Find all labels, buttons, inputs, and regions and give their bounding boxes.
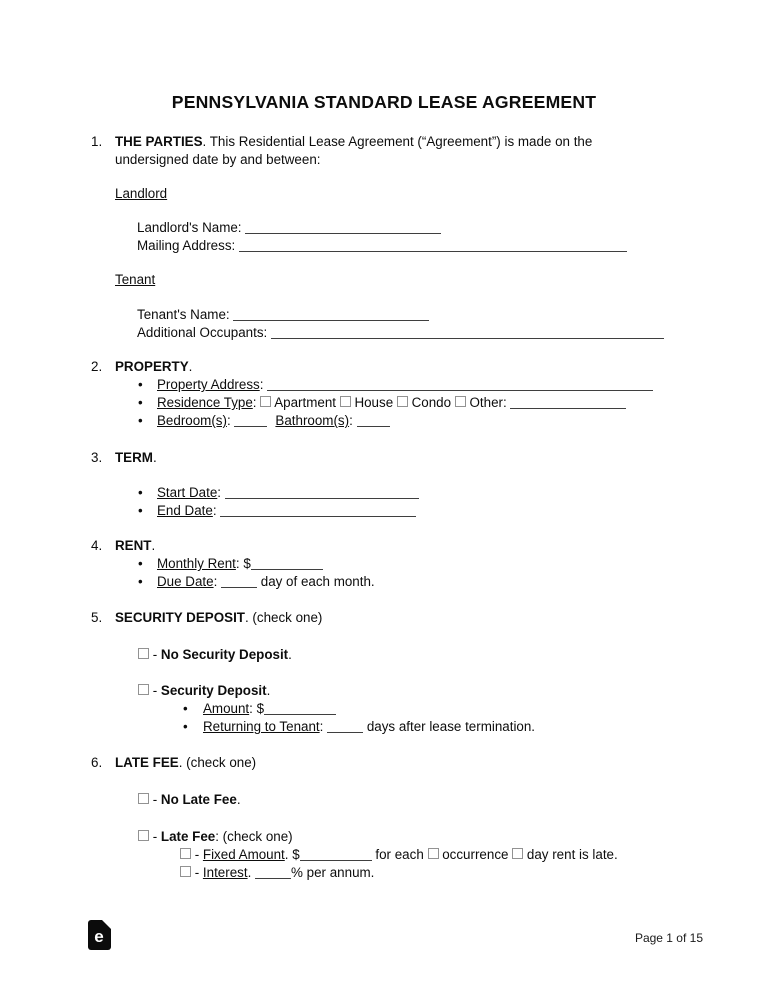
checkbox-house[interactable] <box>340 396 351 407</box>
property-address-row <box>91 376 708 394</box>
checkbox-condo[interactable] <box>397 396 408 407</box>
deposit-amount-row <box>91 700 708 718</box>
due-date-label: Due Date <box>157 574 214 589</box>
checkbox-other[interactable] <box>455 396 466 407</box>
checkbox-apartment[interactable] <box>260 396 271 407</box>
colon: : <box>213 574 222 589</box>
option-condo-label: Condo <box>407 395 455 410</box>
dash: - <box>149 647 161 662</box>
section-term-heading-suffix: . <box>152 450 157 465</box>
section-rent <box>91 537 708 555</box>
section-property-body <box>115 358 708 376</box>
no-security-deposit-row <box>138 646 708 664</box>
returning-days-field[interactable] <box>327 719 363 733</box>
section-security-deposit <box>91 609 708 627</box>
due-date-row <box>91 573 708 591</box>
landlord-name-label: Landlord's Name: <box>137 220 246 235</box>
checkbox-no-security-deposit[interactable] <box>138 648 149 659</box>
bullet-icon: • <box>138 413 143 428</box>
late-fee-suffix: : (check one) <box>215 829 293 844</box>
tenant-name-label: Tenant's Name: <box>137 307 234 322</box>
checkbox-no-late-fee[interactable] <box>138 793 149 804</box>
landlord-name-row <box>137 219 708 237</box>
end-date-field[interactable] <box>220 503 416 517</box>
deposit-amount-separator: : $ <box>249 701 265 716</box>
for-each-text: for each <box>371 847 428 862</box>
eforms-logo-icon <box>88 920 111 950</box>
late-fee-label: Late Fee <box>160 829 216 844</box>
bathrooms-field[interactable] <box>357 413 390 427</box>
checkbox-occurrence[interactable] <box>428 848 439 859</box>
section-parties-heading: THE PARTIES <box>115 134 203 149</box>
section-parties-text: . This Residential Lease Agreement (“Agreement”) is made on the undersigned date by and between: <box>115 134 593 167</box>
landlord-heading: Landlord <box>115 186 168 201</box>
returning-to-tenant-row <box>91 718 708 736</box>
property-address-field[interactable] <box>267 377 653 391</box>
tenant-heading: Tenant <box>115 272 156 287</box>
section-late-fee-number: 6. <box>91 755 103 770</box>
section-rent-number: 4. <box>91 538 103 553</box>
monthly-rent-row <box>91 555 708 573</box>
section-security-deposit-body <box>115 609 708 627</box>
additional-occupants-field[interactable] <box>271 325 664 339</box>
dash: - <box>191 847 203 862</box>
period: . <box>236 792 241 807</box>
fixed-amount-label: Fixed Amount <box>202 847 285 862</box>
start-date-field[interactable] <box>225 485 419 499</box>
checkbox-fixed-amount[interactable] <box>180 848 191 859</box>
colon: : <box>217 485 225 500</box>
fixed-amount-row <box>180 846 708 864</box>
mailing-address-label: Mailing Address: <box>137 238 239 253</box>
bullet-icon: • <box>183 701 188 716</box>
section-parties <box>91 133 708 169</box>
landlord-heading-row <box>115 185 708 203</box>
deposit-amount-field[interactable] <box>264 701 336 715</box>
monthly-rent-separator: : $ <box>235 556 251 571</box>
late-fee-row <box>138 828 708 846</box>
bullet-icon: • <box>183 719 188 734</box>
mailing-address-row <box>137 237 708 255</box>
svg-text:e: e <box>94 927 104 946</box>
checkbox-security-deposit[interactable] <box>138 684 149 695</box>
landlord-name-field[interactable] <box>245 220 441 234</box>
due-date-field[interactable] <box>221 574 257 588</box>
interest-rate-field[interactable] <box>255 865 291 879</box>
mailing-address-field[interactable] <box>239 238 627 252</box>
section-rent-heading-suffix: . <box>151 538 156 553</box>
section-term-heading: TERM <box>115 450 153 465</box>
start-date-label: Start Date <box>157 485 218 500</box>
bedrooms-field[interactable] <box>234 413 267 427</box>
additional-occupants-row <box>137 324 708 342</box>
section-security-deposit-heading: SECURITY DEPOSIT <box>115 610 245 625</box>
document-title: PENNSYLVANIA STANDARD LEASE AGREEMENT <box>171 92 597 112</box>
dash: - <box>149 792 161 807</box>
interest-suffix: % per annum. <box>291 865 375 880</box>
page-indicator: Page 1 of 15 <box>634 931 703 945</box>
section-late-fee-heading: LATE FEE <box>115 755 179 770</box>
end-date-row <box>91 502 708 520</box>
section-property-heading-suffix: . <box>188 359 193 374</box>
dash: - <box>191 865 203 880</box>
interest-row <box>180 864 708 882</box>
eforms-logo <box>88 920 111 955</box>
period: . <box>266 683 271 698</box>
residence-type-label: Residence Type <box>157 395 253 410</box>
colon: : <box>226 413 235 428</box>
additional-occupants-label: Additional Occupants: <box>137 325 271 340</box>
section-late-fee <box>91 754 708 772</box>
section-term-number: 3. <box>91 450 103 465</box>
section-late-fee-body <box>115 754 708 772</box>
property-address-label: Property Address <box>157 377 260 392</box>
colon: : <box>252 395 261 410</box>
section-rent-heading: RENT <box>115 538 152 553</box>
fixed-amount-field[interactable] <box>300 847 372 861</box>
section-term <box>91 449 708 467</box>
checkbox-interest[interactable] <box>180 866 191 877</box>
no-late-fee-row <box>138 791 708 809</box>
section-security-deposit-heading-suffix: . (check one) <box>244 610 323 625</box>
section-rent-body <box>115 537 708 555</box>
bedrooms-bathrooms-row <box>91 412 708 430</box>
bullet-icon: • <box>138 485 143 500</box>
bullet-icon: • <box>138 503 143 518</box>
checkbox-late-fee[interactable] <box>138 830 149 841</box>
security-deposit-row <box>138 682 708 700</box>
section-term-body <box>115 449 708 467</box>
security-deposit-label: Security Deposit <box>160 683 267 698</box>
day-rent-late-label: day rent is late. <box>523 847 618 862</box>
period: . <box>288 647 292 662</box>
colon: : <box>259 377 268 392</box>
deposit-amount-label: Amount <box>203 701 250 716</box>
tenant-name-field[interactable] <box>233 307 429 321</box>
bullet-icon: • <box>138 395 143 410</box>
dash: - <box>149 829 161 844</box>
bullet-icon: • <box>138 556 143 571</box>
section-late-fee-heading-suffix: . (check one) <box>178 755 257 770</box>
section-property <box>91 358 708 376</box>
occurrence-label: occurrence <box>438 847 513 862</box>
section-parties-number: 1. <box>91 134 103 149</box>
option-apartment-label: Apartment <box>271 395 340 410</box>
option-other-label: Other: <box>465 395 511 410</box>
no-security-deposit-label: No Security Deposit <box>160 647 289 662</box>
bullet-icon: • <box>138 377 143 392</box>
other-residence-field[interactable] <box>510 395 626 409</box>
bedrooms-label: Bedroom(s) <box>157 413 227 428</box>
colon: : <box>319 719 328 734</box>
colon: : <box>349 413 357 428</box>
section-property-heading: PROPERTY <box>115 359 189 374</box>
interest-label: Interest <box>202 865 248 880</box>
start-date-row <box>91 484 708 502</box>
no-late-fee-label: No Late Fee <box>160 792 237 807</box>
tenant-heading-row <box>115 271 708 289</box>
tenant-name-row <box>137 306 708 324</box>
section-parties-body <box>115 133 663 169</box>
returning-suffix: days after lease termination. <box>363 719 536 734</box>
returning-to-tenant-label: Returning to Tenant <box>203 719 320 734</box>
option-house-label: House <box>350 395 397 410</box>
residence-type-row <box>91 394 708 412</box>
bullet-icon: • <box>138 574 143 589</box>
bathrooms-label: Bathroom(s) <box>275 413 350 428</box>
due-date-suffix: day of each month. <box>257 574 375 589</box>
interest-separator: . <box>247 865 256 880</box>
checkbox-day-rent-late[interactable] <box>512 848 523 859</box>
monthly-rent-label: Monthly Rent <box>157 556 236 571</box>
dash: - <box>149 683 161 698</box>
monthly-rent-field[interactable] <box>251 556 323 570</box>
colon: : <box>212 503 221 518</box>
section-property-number: 2. <box>91 359 103 374</box>
section-security-deposit-number: 5. <box>91 610 103 625</box>
fixed-amount-separator: . $ <box>284 847 300 862</box>
end-date-label: End Date <box>157 503 213 518</box>
